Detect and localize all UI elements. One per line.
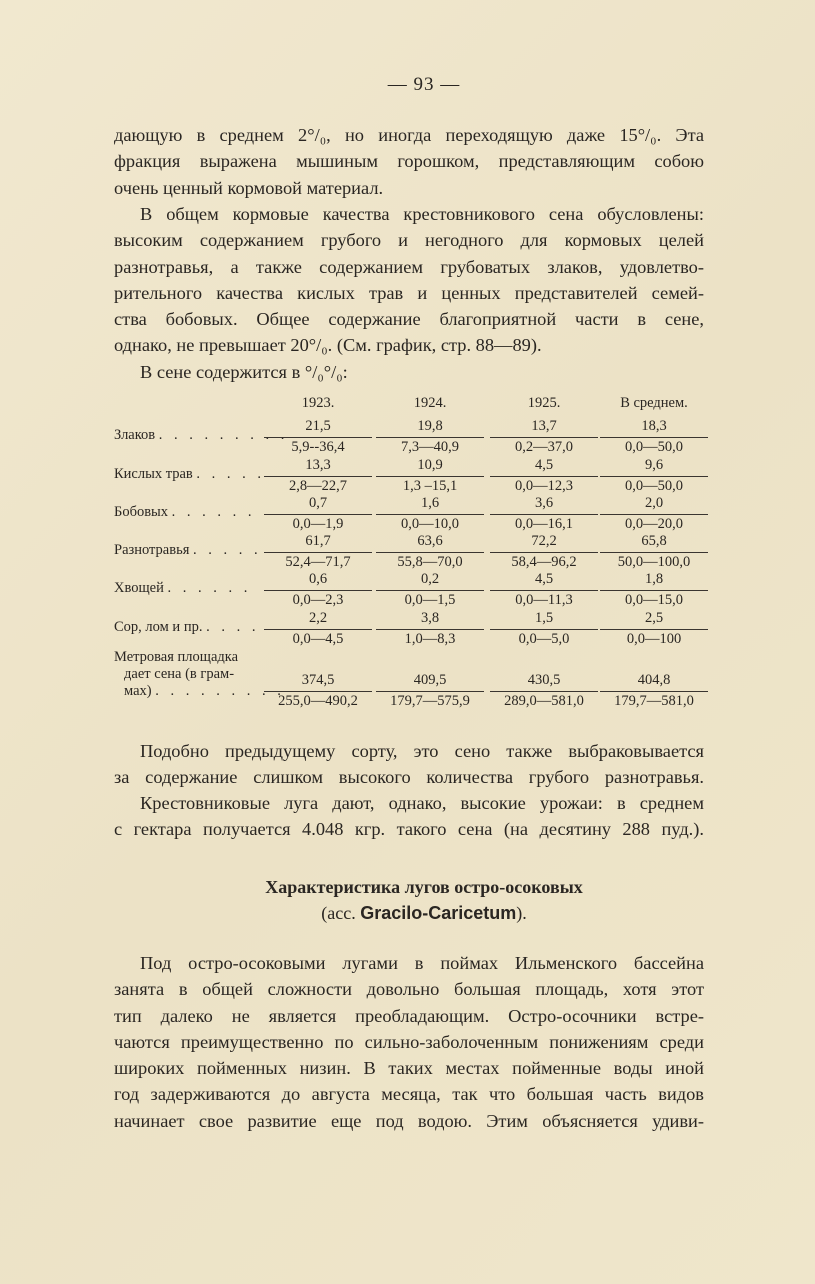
section-title: Характеристика лугов остро-осоковых (265, 877, 583, 897)
text-line: широких пойменных низин. В таких местах пойменные воды иной (114, 1058, 704, 1079)
row-label-text: Сор, лом и пр. (114, 619, 203, 635)
table-cell (600, 671, 708, 710)
dot-leader: . . . . . . . . . (155, 683, 285, 699)
table-cell (264, 609, 372, 648)
range-value: 255,0—490,2 (264, 691, 372, 710)
mean-value: 430,5 (527, 672, 561, 688)
text-line: год задерживаются до августа месяца, так что большая часть видов (114, 1084, 704, 1105)
page-number: — 93 — (387, 74, 461, 95)
range-value: 0,0—15,0 (600, 590, 708, 609)
column-header: 1925. (527, 395, 561, 411)
mean-value: 3,6 (534, 495, 554, 511)
row-label (114, 542, 264, 559)
text-line: фракция выражена мышиным горошком, представляющим собою (114, 151, 704, 172)
table-cell (376, 609, 484, 648)
mean-value: 1,5 (534, 610, 554, 626)
table-intro (114, 359, 704, 385)
table-cell (600, 494, 708, 533)
mean-value: 4,5 (534, 457, 554, 473)
mean-value: 18,3 (641, 418, 667, 434)
range-value: 2,8—22,7 (264, 476, 372, 495)
range-value: 0,2—37,0 (490, 437, 598, 456)
range-value: 1,3 –15,1 (376, 476, 484, 495)
mean-value: 13,7 (531, 418, 557, 434)
row-label-line (114, 683, 285, 700)
range-value: 0,0—4,5 (264, 629, 372, 648)
table-cell (376, 417, 484, 456)
dot-leader: . . . . . (196, 466, 266, 482)
mean-value: 3,8 (420, 610, 440, 626)
range-value: 0,0—10,0 (376, 514, 484, 533)
mean-value: 65,8 (641, 533, 667, 549)
range-value: 0,0—1,9 (264, 514, 372, 533)
dot-leader: . . . . . . . . . (158, 427, 289, 443)
mean-value: 2,0 (644, 495, 664, 511)
range-value: 0,0—1,5 (376, 590, 484, 609)
row-label-text: Злаков (114, 427, 156, 443)
subtitle-suffix: ). (516, 903, 527, 923)
text-line: В сене содержится в °/₀°/₀: (140, 362, 348, 382)
range-value: 0,0—16,1 (490, 514, 598, 533)
mean-value: 404,8 (637, 672, 671, 688)
text-line: с гектара получается 4.048 кгр. такого сена (на десятину 288 пуд.). (114, 819, 704, 840)
paragraph-rejection (114, 738, 704, 791)
dot-leader: . . . . . . (171, 504, 256, 520)
mean-value: 72,2 (531, 533, 557, 549)
table-cell (490, 456, 598, 495)
row-label-text: Бобовых (114, 504, 169, 520)
text-line: Подобно предыдущему сорту, это сено также выбраковывается (140, 741, 704, 761)
mean-value: 409,5 (413, 672, 447, 688)
mean-value: 4,5 (534, 571, 554, 587)
table-cell (600, 532, 708, 571)
range-value: 0,0—100 (600, 629, 708, 648)
mean-value: 1,6 (420, 495, 440, 511)
text-line: дающую в среднем 2°/₀, но иногда переходящую даже 15°/₀. Эта (114, 125, 704, 145)
subtitle-prefix: (асс. (321, 903, 356, 923)
table-row (114, 532, 714, 572)
dot-leader: . . . . . . (167, 580, 252, 596)
dot-leader: . . . . . (193, 542, 262, 558)
table-cell (264, 417, 372, 456)
column-header: В среднем. (620, 395, 688, 411)
row-label (114, 619, 264, 636)
table-cell (376, 494, 484, 533)
range-value: 0,0—12,3 (490, 476, 598, 495)
table-cell (264, 532, 372, 571)
mean-value: 2,2 (308, 610, 328, 626)
mean-value: 21,5 (305, 418, 331, 434)
range-value: 52,4—71,7 (264, 552, 372, 571)
paragraph-sedge-meadows (114, 950, 704, 1134)
row-label (114, 427, 289, 444)
table-row (114, 649, 714, 709)
table-cell (490, 532, 598, 571)
table-cell (264, 671, 372, 710)
column-header: 1923. (301, 395, 335, 411)
mean-value: 19,8 (417, 418, 443, 434)
text-line: тип далеко не является преобладающим. Остро-осочники встре- (114, 1005, 704, 1026)
range-value: 1,0—8,3 (376, 629, 484, 648)
mean-value: 1,8 (644, 571, 664, 587)
table-row (114, 609, 714, 649)
range-value: 5,9-‐36,4 (264, 437, 372, 456)
range-value: 179,7—581,0 (600, 691, 708, 710)
text-line: начинает свое развитие еще под водою. Этим объясняется удиви- (114, 1110, 704, 1131)
row-label-text: мах) (124, 683, 152, 699)
row-label-line: дает сена (в грам- (124, 666, 235, 682)
table-cell (490, 671, 598, 710)
text-line: однако, не превышает 20°/₀. (См. график, стр. 88—89). (114, 335, 542, 356)
text-line: рительного качества кислых трав и ценных представителей семей- (114, 282, 704, 303)
range-value: 7,3—40,9 (376, 437, 484, 456)
text-line: Под остро-осоковыми лугами в поймах Ильменского бассейна (140, 953, 704, 973)
table-cell (600, 609, 708, 648)
row-label (114, 466, 264, 483)
text-line: за содержание слишком высокого количества грубого разнотравья. (114, 767, 704, 788)
range-value: 0,0—50,0 (600, 476, 708, 495)
range-value: 0,0—11,3 (490, 590, 598, 609)
range-value: 179,7—575,9 (376, 691, 484, 710)
mean-value: 61,7 (305, 533, 331, 549)
table-cell (490, 494, 598, 533)
table-cell (376, 671, 484, 710)
row-label-text: Кислых трав (114, 466, 193, 482)
text-line: ства бобовых. Общее содержание благоприятной части в сене, (114, 309, 704, 330)
text-line: занята в общей сложности довольно большая площадь, хотя этот (114, 979, 704, 1000)
table-cell (376, 570, 484, 609)
table-row (114, 570, 714, 610)
table-row (114, 494, 714, 534)
range-value: 0,0—2,3 (264, 590, 372, 609)
subtitle-latin-name: Gracilo-Caricetum (360, 903, 517, 923)
range-value: 289,0—581,0 (490, 691, 598, 710)
table-cell (264, 570, 372, 609)
range-value: 55,8—70,0 (376, 552, 484, 571)
mean-value: 374,5 (301, 672, 335, 688)
table-cell (490, 570, 598, 609)
table-header (114, 395, 714, 417)
dot-leader: . . . . (206, 619, 260, 635)
mean-value: 0,7 (308, 495, 328, 511)
paragraph-yield (114, 790, 704, 843)
text-line: чаются преимущественно по сильно-заболоченным понижениям среди (114, 1031, 704, 1052)
text-line: высоким содержанием грубого и негодного для кормовых целей (114, 230, 704, 251)
mean-value: 9,6 (644, 457, 664, 473)
table-cell (264, 494, 372, 533)
mean-value: 13,3 (305, 457, 331, 473)
table-cell (490, 417, 598, 456)
table-cell (376, 532, 484, 571)
range-value: 0,0—50,0 (600, 437, 708, 456)
table-cell (600, 570, 708, 609)
table-cell (490, 609, 598, 648)
mean-value: 2,5 (644, 610, 664, 626)
mean-value: 10,9 (417, 457, 443, 473)
row-label (114, 580, 264, 597)
row-label-text: Хвощей (114, 580, 164, 596)
range-value: 58,4—96,2 (490, 552, 598, 571)
paragraph-fodder-quality (114, 201, 704, 359)
table-cell (376, 456, 484, 495)
row-label (114, 504, 264, 521)
table-cell (600, 456, 708, 495)
row-label (114, 649, 285, 700)
mean-value: 63,6 (417, 533, 443, 549)
table-row (114, 417, 714, 457)
range-value: 50,0—100,0 (600, 552, 708, 571)
range-value: 0,0—5,0 (490, 629, 598, 648)
row-label-text: Разнотравья (114, 542, 190, 558)
text-line: разнотравья, а также содержанием грубоватых злаков, удовлетво- (114, 256, 704, 277)
section-subtitle (114, 900, 734, 926)
column-header: 1924. (413, 395, 447, 411)
text-line: Крестовниковые луга дают, однако, высокие урожаи: в среднем (140, 793, 704, 813)
text-line: очень ценный кормовой материал. (114, 177, 384, 198)
table-cell (264, 456, 372, 495)
paragraph-continuation (114, 122, 704, 201)
table-row (114, 456, 714, 496)
table-cell (600, 417, 708, 456)
text-line: В общем кормовые качества крестовникового сена обусловлены: (140, 204, 704, 224)
section-heading (114, 874, 734, 926)
range-value: 0,0—20,0 (600, 514, 708, 533)
mean-value: 0,6 (308, 571, 328, 587)
mean-value: 0,2 (420, 571, 440, 587)
row-label-line: Метровая площадка (114, 649, 239, 665)
